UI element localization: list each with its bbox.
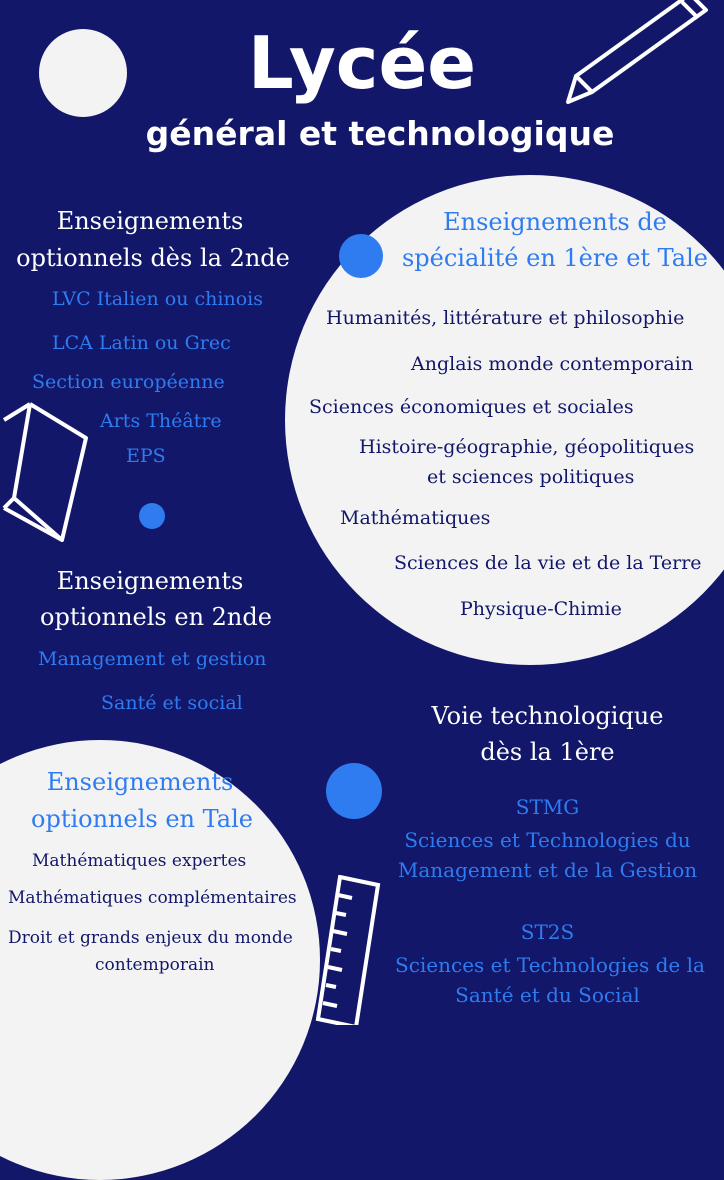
ruler-icon [300,875,390,1025]
stmg-description: Sciences et Technologies du [404,828,691,852]
list-item: Anglais monde contemporain [411,353,694,375]
section-heading: Enseignements de [443,208,667,236]
list-item: Sciences de la vie et de la Terre [394,552,702,574]
stmg-description: Management et de la Gestion [397,858,698,882]
list-item: Mathématiques complémentaires [8,888,297,908]
deco-dot-blue-3 [326,763,382,819]
list-item: Droit et grands enjeux du monde [8,928,293,948]
st2s-title: ST2S [520,920,575,944]
list-item: Section européenne [32,371,225,393]
st2s-description: Santé et du Social [455,983,640,1007]
section-heading: Enseignements [46,768,234,796]
list-item: contemporain [95,955,215,975]
list-item: Histoire-géographie, géopolitiques [359,436,695,458]
pencil-icon [560,0,710,110]
st2s-description: Sciences et Technologies de la [395,953,705,977]
book-icon [0,398,96,548]
section-heading: optionnels dès la 2nde [16,244,290,272]
section-heading: Enseignements [56,567,244,595]
list-item: Sciences économiques et sociales [309,396,634,418]
page-subtitle: général et technologique [145,114,615,153]
deco-circle-top-left [39,29,127,117]
list-item: Arts Théâtre [100,410,222,432]
stmg-title: STMG [515,795,580,819]
list-item: LVC Italien ou chinois [52,288,263,310]
list-item: Mathématiques [340,507,491,529]
list-item: Humanités, littérature et philosophie [326,307,685,329]
list-item: LCA Latin ou Grec [52,332,231,354]
section-heading: spécialité en 1ère et Tale [401,244,708,272]
list-item: et sciences politiques [427,466,635,488]
list-item: Santé et social [101,692,243,714]
page-title: Lycée [247,21,477,105]
section-heading: optionnels en 2nde [40,603,272,631]
section-heading: Voie technologique [431,702,664,730]
section-heading: dès la 1ère [480,738,615,766]
list-item: Mathématiques expertes [32,851,247,871]
list-item: EPS [126,445,166,467]
list-item: Physique-Chimie [460,598,622,620]
list-item: Management et gestion [38,648,267,670]
deco-dot-blue-1 [339,234,383,278]
section-heading: Enseignements [56,207,244,235]
section-heading: optionnels en Tale [31,805,253,833]
deco-dot-blue-2 [139,503,165,529]
